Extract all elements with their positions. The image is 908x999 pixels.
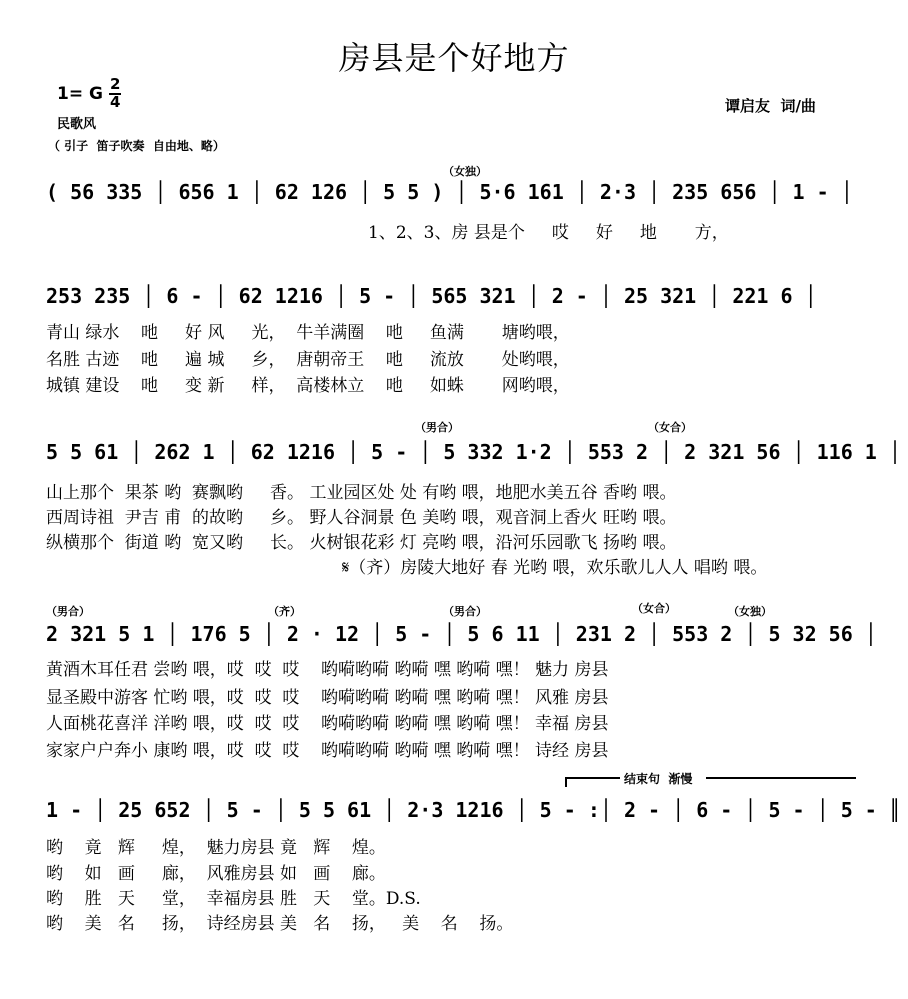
lyric-line: 青山 绿水 吔 好 风 光， 牛羊满圈 吔 鱼满 塘哟喂， [46,323,570,343]
credit: 谭启友 词/曲 [725,97,816,115]
lyric-line: 显圣殿中游客 忙哟 喂，哎 哎 哎 哟嗬哟嗬 哟嗬 嘿 哟嗬 嘿！ 风雅 房县 [46,688,609,708]
lyric-line: 城镇 建设 吔 变 新 样， 高楼林立 吔 如蛛 网哟喂， [46,376,570,396]
notation-line-4: 2 321 5 1 │ 176 5 │ 2 · 12 │ 5 - │ 5 6 11 │ 231 2 │ 553 2 │ 5 32 56 │ [46,622,877,646]
notation-line-3: 5 5 61 │ 262 1 │ 62 1216 │ 5 - │ 5 332 1·2 │ 553 2 │ 2 321 56 │ 116 1 │ [46,440,901,464]
notation-line-5: 1 - │ 25 652 │ 5 - │ 5 5 61 │ 2·3 1216 │ 5 - :│ 2 - │ 6 - │ 5 - │ 5 - ║ [46,798,901,822]
ending-bracket-line [706,777,856,779]
lyric-line: 哟 如 画 廊， 风雅房县 如 画 廊。 [46,864,386,884]
notation-line-2: 253 235 │ 6 - │ 62 1216 │ 5 - │ 565 321 │ 2 - │ 25 321 │ 221 6 │ [46,284,817,308]
lyric-line: 家家户户奔小 康哟 喂，哎 哎 哎 哟嗬哟嗬 哟嗬 嘿 哟嗬 嘿！ 诗经 房县 [46,741,609,761]
notation-line-1: ( 56 335 │ 656 1 │ 62 126 │ 5 5 ) │ 5·6 161 │ 2·3 │ 235 656 │ 1 - │ [46,180,853,204]
intro-note: （ 引子 笛子吹奏 自由地、略） [48,139,225,153]
lyric-line: 名胜 古迹 吔 遍 城 乡， 唐朝帝王 吔 流放 处哟喂， [46,350,570,370]
performer-mark: （男合） [46,605,90,618]
performer-mark: （女合） [648,421,692,434]
ending-bracket-line [565,777,620,779]
lyric-line: 山上那个 果茶 哟 赛飘哟 香。 工业园区处 处 有哟 喂，地肥水美五谷 香哟 喂。 [46,483,677,503]
performer-mark: （女独） [443,165,487,178]
lyric-line: 哟 胜 天 堂， 幸福房县 胜 天 堂。D.S. [46,889,421,909]
lyric-line: 黄酒木耳任君 尝哟 喂，哎 哎 哎 哟嗬哟嗬 哟嗬 嘿 哟嗬 嘿！ 魅力 房县 [46,660,609,680]
lyric-line: 人面桃花喜洋 洋哟 喂，哎 哎 哎 哟嗬哟嗬 哟嗬 嘿 哟嗬 嘿！ 幸福 房县 [46,714,609,734]
performer-mark: （齐） [268,605,301,618]
style-label: 民歌风 [57,117,97,132]
performer-mark: （女合） [632,602,676,615]
time-signature-top: 2 [110,75,121,93]
performer-mark: （女独） [728,605,772,618]
performer-mark: （男合） [443,605,487,618]
lyric-line: 西周诗祖 尹吉 甫 的故哟 乡。 野人谷洞景 色 美哟 喂，观音洞上香火 旺哟 喂。 [46,508,677,528]
ending-label: 结束句 渐慢 [624,772,693,786]
song-title: 房县是个好地方 [338,39,570,77]
time-signature-bottom: 4 [110,93,121,111]
lyric-line: 哟 美 名 扬， 诗经房县 美 名 扬， 美 名 扬。 [46,914,514,934]
lyric-line: 1、2、3、房 县是个 哎 好 地 方， [368,223,729,243]
lyric-line: 纵横那个 街道 哟 宽又哟 长。 火树银花彩 灯 亮哟 喂，沿河乐园歌飞 扬哟 喂。 [46,533,677,553]
lyric-line: 𝄋（齐）房陵大地好 春 光哟 喂，欢乐歌儿人人 唱哟 喂。 [342,558,768,578]
key-signature: 1= G [57,84,103,104]
performer-mark: （男合） [415,421,459,434]
lyric-line: 哟 竟 辉 煌， 魅力房县 竟 辉 煌。 [46,838,386,858]
